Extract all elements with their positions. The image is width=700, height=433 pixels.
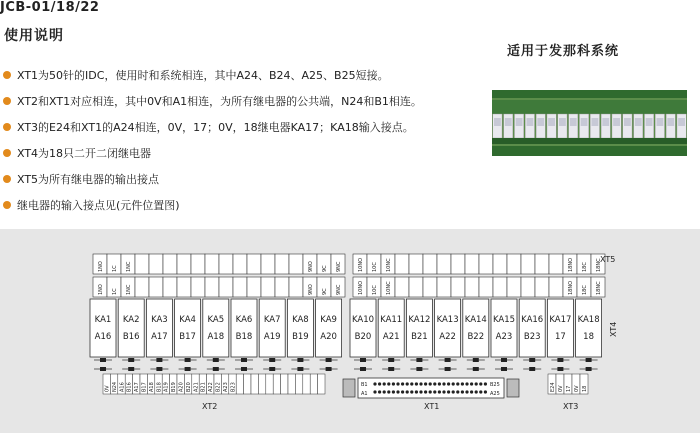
relay-input: B21 (411, 332, 428, 342)
indicator-diode-icon (297, 367, 303, 371)
xt1-pin-dot (433, 382, 436, 385)
product-relay-shade (592, 118, 599, 126)
terminal-cell (549, 277, 563, 297)
terminal-label: 9NO (308, 284, 314, 295)
xt2-pin-label: A16 (119, 382, 126, 392)
xt1-pin-dot (447, 382, 450, 385)
xt2-terminal (318, 374, 325, 394)
xt1-pin-dot (415, 390, 418, 393)
xt1-label: XT1 (424, 402, 440, 411)
xt2-label: XT2 (202, 402, 218, 411)
product-relay-shade (527, 118, 534, 126)
terminal-label: 1C (112, 265, 118, 272)
product-relay-shade (657, 118, 664, 126)
xt1-pin-a25: A25 (490, 391, 500, 397)
xt1-pin-dot (410, 382, 413, 385)
xt1-pin-dot (433, 390, 436, 393)
xt2-terminal (303, 374, 310, 394)
xt1-pin-dot (470, 390, 473, 393)
terminal-cell (437, 254, 451, 274)
relay-name: KA17 (549, 315, 572, 325)
indicator-diode-icon (185, 367, 191, 371)
xt1-pin-a1: A1 (361, 391, 368, 397)
xt2-terminal (258, 374, 265, 394)
product-relay-shade (646, 118, 653, 126)
terminal-label: 10NO (358, 257, 364, 272)
relay-name: KA13 (436, 315, 459, 325)
xt2-terminal (281, 374, 288, 394)
indicator-diode-icon (156, 367, 162, 371)
terminal-cell (135, 254, 149, 274)
relay-name: KA14 (464, 315, 487, 325)
terminal-cell (177, 277, 191, 297)
terminal-label: 18C (582, 285, 588, 295)
terminal-cell (219, 254, 233, 274)
relay-ka17 (547, 299, 573, 357)
terminal-label: 18C (582, 262, 588, 272)
xt3-pin-label: E24 (549, 382, 556, 392)
indicator-diode-icon (213, 367, 219, 371)
product-relay-shade (667, 118, 674, 126)
relay-ka10 (350, 299, 376, 357)
product-relay-shade (559, 118, 566, 126)
terminal-cell (247, 254, 261, 274)
terminal-cell (247, 277, 261, 297)
relay-name: KA5 (207, 315, 225, 325)
relay-input: A18 (207, 332, 225, 342)
xt1-pin-dot (396, 382, 399, 385)
xt1-pin-dot (396, 390, 399, 393)
xt1-pin-dot (479, 390, 482, 393)
terminal-cell (205, 254, 219, 274)
product-relay-shade (570, 118, 577, 126)
indicator-diode-icon (326, 367, 332, 371)
indicator-led-icon (586, 358, 592, 362)
xt2-terminal (295, 374, 302, 394)
model-number: JCB-01/18/22 (0, 0, 100, 15)
relay-name: KA1 (94, 315, 112, 325)
indicator-led-icon (326, 358, 332, 362)
terminal-label: 10NO (358, 280, 364, 295)
indicator-led-icon (156, 358, 162, 362)
relay-ka4 (175, 299, 201, 357)
terminal-cell (437, 277, 451, 297)
xt2-pin-label: B23 (230, 382, 237, 392)
relay-name: KA18 (577, 315, 600, 325)
relay-ka6 (231, 299, 257, 357)
xt5-label: XT5 (600, 255, 616, 264)
xt2-terminal (251, 374, 258, 394)
xt1-pin-dot (419, 382, 422, 385)
list-item (0, 88, 422, 114)
xt2-pin-label: 0V (104, 385, 111, 392)
xt2-terminal (244, 374, 251, 394)
terminal-cell (149, 277, 163, 297)
product-relay-shade (537, 118, 544, 126)
xt2-terminal (266, 374, 273, 394)
relay-ka9 (316, 299, 342, 357)
relay-input: B22 (467, 332, 485, 342)
xt4-label: XT4 (609, 321, 618, 337)
relay-input: 18 (583, 332, 595, 342)
terminal-cell (521, 254, 535, 274)
terminal-cell (149, 254, 163, 274)
relay-name: KA4 (179, 315, 196, 325)
relay-ka5 (203, 299, 229, 357)
xt1-pin-dot (378, 390, 381, 393)
indicator-led-icon (185, 358, 191, 362)
xt1-pin-b1: B1 (361, 382, 368, 388)
terminal-cell (521, 277, 535, 297)
xt3-pin-label: 0V (573, 385, 580, 392)
instruction-text: XT3的E24和XT1的A24相连，0V，17；0V，18继电器KA17；KA18输入接点。 (17, 121, 414, 134)
indicator-led-icon (501, 358, 507, 362)
product-relay-shade (624, 118, 631, 126)
xt2-pin-label: B17 (141, 382, 148, 392)
xt1-pin-dot (442, 390, 445, 393)
indicator-led-icon (213, 358, 219, 362)
terminal-label: 18NC (596, 258, 602, 272)
xt2-pin-label: A21 (193, 382, 200, 392)
xt1-pin-dot (429, 390, 432, 393)
xt1-pin-dot (479, 382, 482, 385)
list-item (0, 140, 422, 166)
xt1-pin-dot (373, 382, 376, 385)
xt1-pin-dot (424, 382, 427, 385)
product-relay-shade (505, 118, 512, 126)
relay-input: A16 (94, 332, 112, 342)
terminal-cell (507, 277, 521, 297)
xt1-pin-dot (401, 382, 404, 385)
terminal-cell (289, 277, 303, 297)
bullet-dot-icon (3, 71, 11, 79)
terminal-label: 9NC (336, 261, 342, 272)
xt3-label: XT3 (563, 402, 579, 411)
xt2-pin-label: B16 (126, 382, 133, 392)
indicator-diode-icon (388, 367, 394, 371)
terminal-label: 1NC (126, 284, 132, 295)
terminal-label: 18NC (596, 281, 602, 295)
component-layout-diagram (0, 229, 700, 433)
indicator-diode-icon (473, 367, 479, 371)
terminal-cell (177, 254, 191, 274)
relay-input: A22 (439, 332, 456, 342)
indicator-diode-icon (445, 367, 451, 371)
instruction-text: 继电器的输入接点见(元件位置图) (17, 199, 180, 212)
relay-ka13 (435, 299, 461, 357)
indicator-led-icon (445, 358, 451, 362)
xt1-pin-dot (387, 390, 390, 393)
xt2-pin-label: B20 (185, 382, 192, 392)
terminal-cell (233, 277, 247, 297)
xt1-pin-dot (401, 390, 404, 393)
terminal-cell (507, 254, 521, 274)
relay-input: B18 (235, 332, 253, 342)
xt2-pin-label: A19 (163, 382, 170, 392)
relay-name: KA8 (292, 315, 309, 325)
xt1-pin-dot (392, 382, 395, 385)
relay-ka7 (259, 299, 285, 357)
product-relay-shade (548, 118, 555, 126)
xt1-pin-dot (461, 382, 464, 385)
relay-name: KA10 (351, 315, 375, 325)
relay-ka18 (576, 299, 602, 357)
terminal-cell (479, 277, 493, 297)
terminal-cell (549, 254, 563, 274)
terminal-cell (261, 254, 275, 274)
relay-input: B16 (122, 332, 140, 342)
relay-name: KA2 (122, 315, 140, 325)
xt1-pin-dot (456, 382, 459, 385)
xt1-pin-dot (406, 390, 409, 393)
relay-name: KA11 (380, 315, 403, 325)
terminal-label: 10NC (386, 258, 392, 272)
terminal-label: 1C (112, 288, 118, 295)
terminal-cell (395, 277, 409, 297)
xt1-pin-dot (452, 390, 455, 393)
xt1-pin-dot (484, 382, 487, 385)
bullet-dot-icon (3, 97, 11, 105)
terminal-label: 1NO (98, 284, 104, 295)
xt1-pin-dot (438, 390, 441, 393)
instruction-text: XT5为所有继电器的输出接点 (17, 173, 160, 186)
terminal-label: 10C (372, 285, 378, 295)
xt1-pin-dot (447, 390, 450, 393)
relay-input: A20 (320, 332, 337, 342)
xt1-pin-dot (465, 382, 468, 385)
terminal-cell (275, 277, 289, 297)
terminal-cell (233, 254, 247, 274)
indicator-led-icon (473, 358, 479, 362)
xt3-pin-label: 18 (581, 385, 588, 392)
relay-ka16 (519, 299, 545, 357)
xt3-pin-label: 0V (557, 385, 564, 392)
product-relay-shade (581, 118, 588, 126)
xt2-pin-label: A23 (222, 382, 229, 392)
xt1-pin-dot (419, 390, 422, 393)
xt2-pin-label: B22 (215, 382, 222, 392)
xt1-pin-dot (373, 390, 376, 393)
bullet-dot-icon (3, 175, 11, 183)
instruction-text: XT4为18只二开二闭继电器 (17, 147, 152, 160)
xt1-pin-dot (429, 382, 432, 385)
terminal-cell (423, 254, 437, 274)
relay-input: B20 (354, 332, 372, 342)
xt2-terminal (288, 374, 295, 394)
indicator-diode-icon (100, 367, 106, 371)
xt1-pin-dot (452, 382, 455, 385)
xt1-pin-dot (461, 390, 464, 393)
xt1-pin-dot (383, 390, 386, 393)
bullet-dot-icon (3, 149, 11, 157)
terminal-cell (493, 277, 507, 297)
terminal-label: 18NO (568, 280, 574, 295)
xt1-pin-dot (475, 390, 478, 393)
xt1-pin-dot (383, 382, 386, 385)
terminal-cell (409, 277, 423, 297)
list-item (0, 62, 422, 88)
indicator-led-icon (269, 358, 275, 362)
relay-name: KA9 (320, 315, 337, 325)
indicator-led-icon (360, 358, 366, 362)
product-title: 适用于发那科系统 (507, 44, 620, 59)
terminal-cell (535, 254, 549, 274)
indicator-led-icon (557, 358, 563, 362)
product-relay-shade (516, 118, 523, 126)
xt1-pin-dot (410, 390, 413, 393)
product-relay-shade (635, 118, 642, 126)
usage-title: 使用说明 (4, 28, 64, 44)
xt1-pin-dot (378, 382, 381, 385)
xt2-terminal (310, 374, 317, 394)
terminal-label: 9C (322, 265, 328, 272)
terminal-cell (275, 254, 289, 274)
terminal-cell (465, 254, 479, 274)
indicator-diode-icon (360, 367, 366, 371)
list-item (0, 114, 422, 140)
xt1-pin-dot (456, 390, 459, 393)
indicator-diode-icon (128, 367, 134, 371)
indicator-diode-icon (501, 367, 507, 371)
indicator-led-icon (297, 358, 303, 362)
indicator-diode-icon (269, 367, 275, 371)
relay-ka12 (406, 299, 432, 357)
terminal-cell (451, 254, 465, 274)
product-relay-shade (613, 118, 620, 126)
xt1-pin-dot (484, 390, 487, 393)
relay-ka3 (146, 299, 172, 357)
relay-input: B17 (179, 332, 196, 342)
terminal-cell (465, 277, 479, 297)
xt3-pin-label: 17 (565, 385, 572, 392)
terminal-cell (535, 277, 549, 297)
terminal-cell (409, 254, 423, 274)
indicator-led-icon (128, 358, 134, 362)
xt1-pin-dot (387, 382, 390, 385)
indicator-led-icon (241, 358, 247, 362)
list-item (0, 192, 422, 218)
indicator-led-icon (100, 358, 106, 362)
terminal-label: 18NO (568, 257, 574, 272)
relay-ka14 (463, 299, 489, 357)
relay-input: 17 (554, 332, 566, 342)
xt2-pin-label: A17 (134, 382, 141, 392)
terminal-label: 9NO (308, 261, 314, 272)
relay-ka15 (491, 299, 517, 357)
xt2-pin-label: B19 (171, 382, 178, 392)
xt1-idc-connector (343, 378, 519, 398)
terminal-cell (423, 277, 437, 297)
terminal-cell (219, 277, 233, 297)
terminal-cell (451, 277, 465, 297)
xt1-pin-dot (424, 390, 427, 393)
xt1-pin-dot (442, 382, 445, 385)
indicator-diode-icon (557, 367, 563, 371)
relay-input: A17 (151, 332, 168, 342)
xt2-pin-label: A20 (178, 382, 185, 392)
terminal-label: 9C (322, 288, 328, 295)
xt1-pin-dot (406, 382, 409, 385)
relay-ka11 (378, 299, 404, 357)
terminal-label: 1NO (98, 261, 104, 272)
indicator-led-icon (529, 358, 535, 362)
xt1-pin-dot (470, 382, 473, 385)
indicator-led-icon (416, 358, 422, 362)
terminal-cell (135, 277, 149, 297)
instruction-text: XT1为50针的IDC，使用时和系统相连，其中A24、B24、A25、B25短接。 (17, 69, 389, 82)
list-item (0, 166, 422, 192)
terminal-cell (479, 254, 493, 274)
product-relay-shade (678, 118, 685, 126)
terminal-cell (395, 254, 409, 274)
instruction-text: XT2和XT1对应相连，其中0V和A1相连，为所有继电器的公共端，N24和B1相连。 (17, 95, 422, 108)
terminal-cell (205, 277, 219, 297)
xt1-pin-dot (438, 382, 441, 385)
relay-name: KA15 (492, 315, 516, 325)
indicator-diode-icon (416, 367, 422, 371)
xt2-terminal (236, 374, 243, 394)
xt1-pin-dot (392, 390, 395, 393)
xt2-pin-label: N24 (111, 381, 118, 392)
xt2-terminal (273, 374, 280, 394)
bullet-dot-icon (3, 201, 11, 209)
terminal-cell (191, 277, 205, 297)
terminal-cell (163, 254, 177, 274)
relay-name: KA12 (408, 315, 431, 325)
relay-input: B23 (523, 332, 541, 342)
relay-input: A19 (263, 332, 281, 342)
terminal-label: 1NC (126, 261, 132, 272)
indicator-diode-icon (241, 367, 247, 371)
product-relay-shade (494, 118, 501, 126)
indicator-led-icon (388, 358, 394, 362)
relay-input: A23 (495, 332, 513, 342)
xt1-pin-b25: B25 (490, 382, 500, 388)
terminal-cell (163, 277, 177, 297)
relay-name: KA16 (521, 315, 544, 325)
xt2-pin-label: A22 (208, 382, 215, 392)
xt1-pin-dot (465, 390, 468, 393)
terminal-cell (261, 277, 275, 297)
terminal-label: 9NC (336, 284, 342, 295)
relay-name: KA6 (235, 315, 253, 325)
xt1-pin-dot (475, 382, 478, 385)
product-photo (492, 88, 687, 158)
xt2-pin-label: B18 (156, 382, 163, 392)
indicator-diode-icon (529, 367, 535, 371)
terminal-cell (289, 254, 303, 274)
relay-name: KA3 (151, 315, 168, 325)
instruction-list (0, 62, 422, 218)
relay-ka8 (287, 299, 313, 357)
terminal-cell (191, 254, 205, 274)
xt2-pin-label: A18 (148, 382, 155, 392)
relay-ka1 (90, 299, 116, 357)
indicator-diode-icon (586, 367, 592, 371)
relay-name: KA7 (263, 315, 281, 325)
terminal-cell (493, 254, 507, 274)
bullet-dot-icon (3, 123, 11, 131)
relay-input: B19 (292, 332, 309, 342)
terminal-label: 10NC (386, 281, 392, 295)
relay-ka2 (118, 299, 144, 357)
product-relay-shade (602, 118, 609, 126)
terminal-label: 10C (372, 262, 378, 272)
xt1-pin-dot (415, 382, 418, 385)
relay-input: A21 (382, 332, 400, 342)
xt2-pin-label: B21 (200, 382, 207, 392)
